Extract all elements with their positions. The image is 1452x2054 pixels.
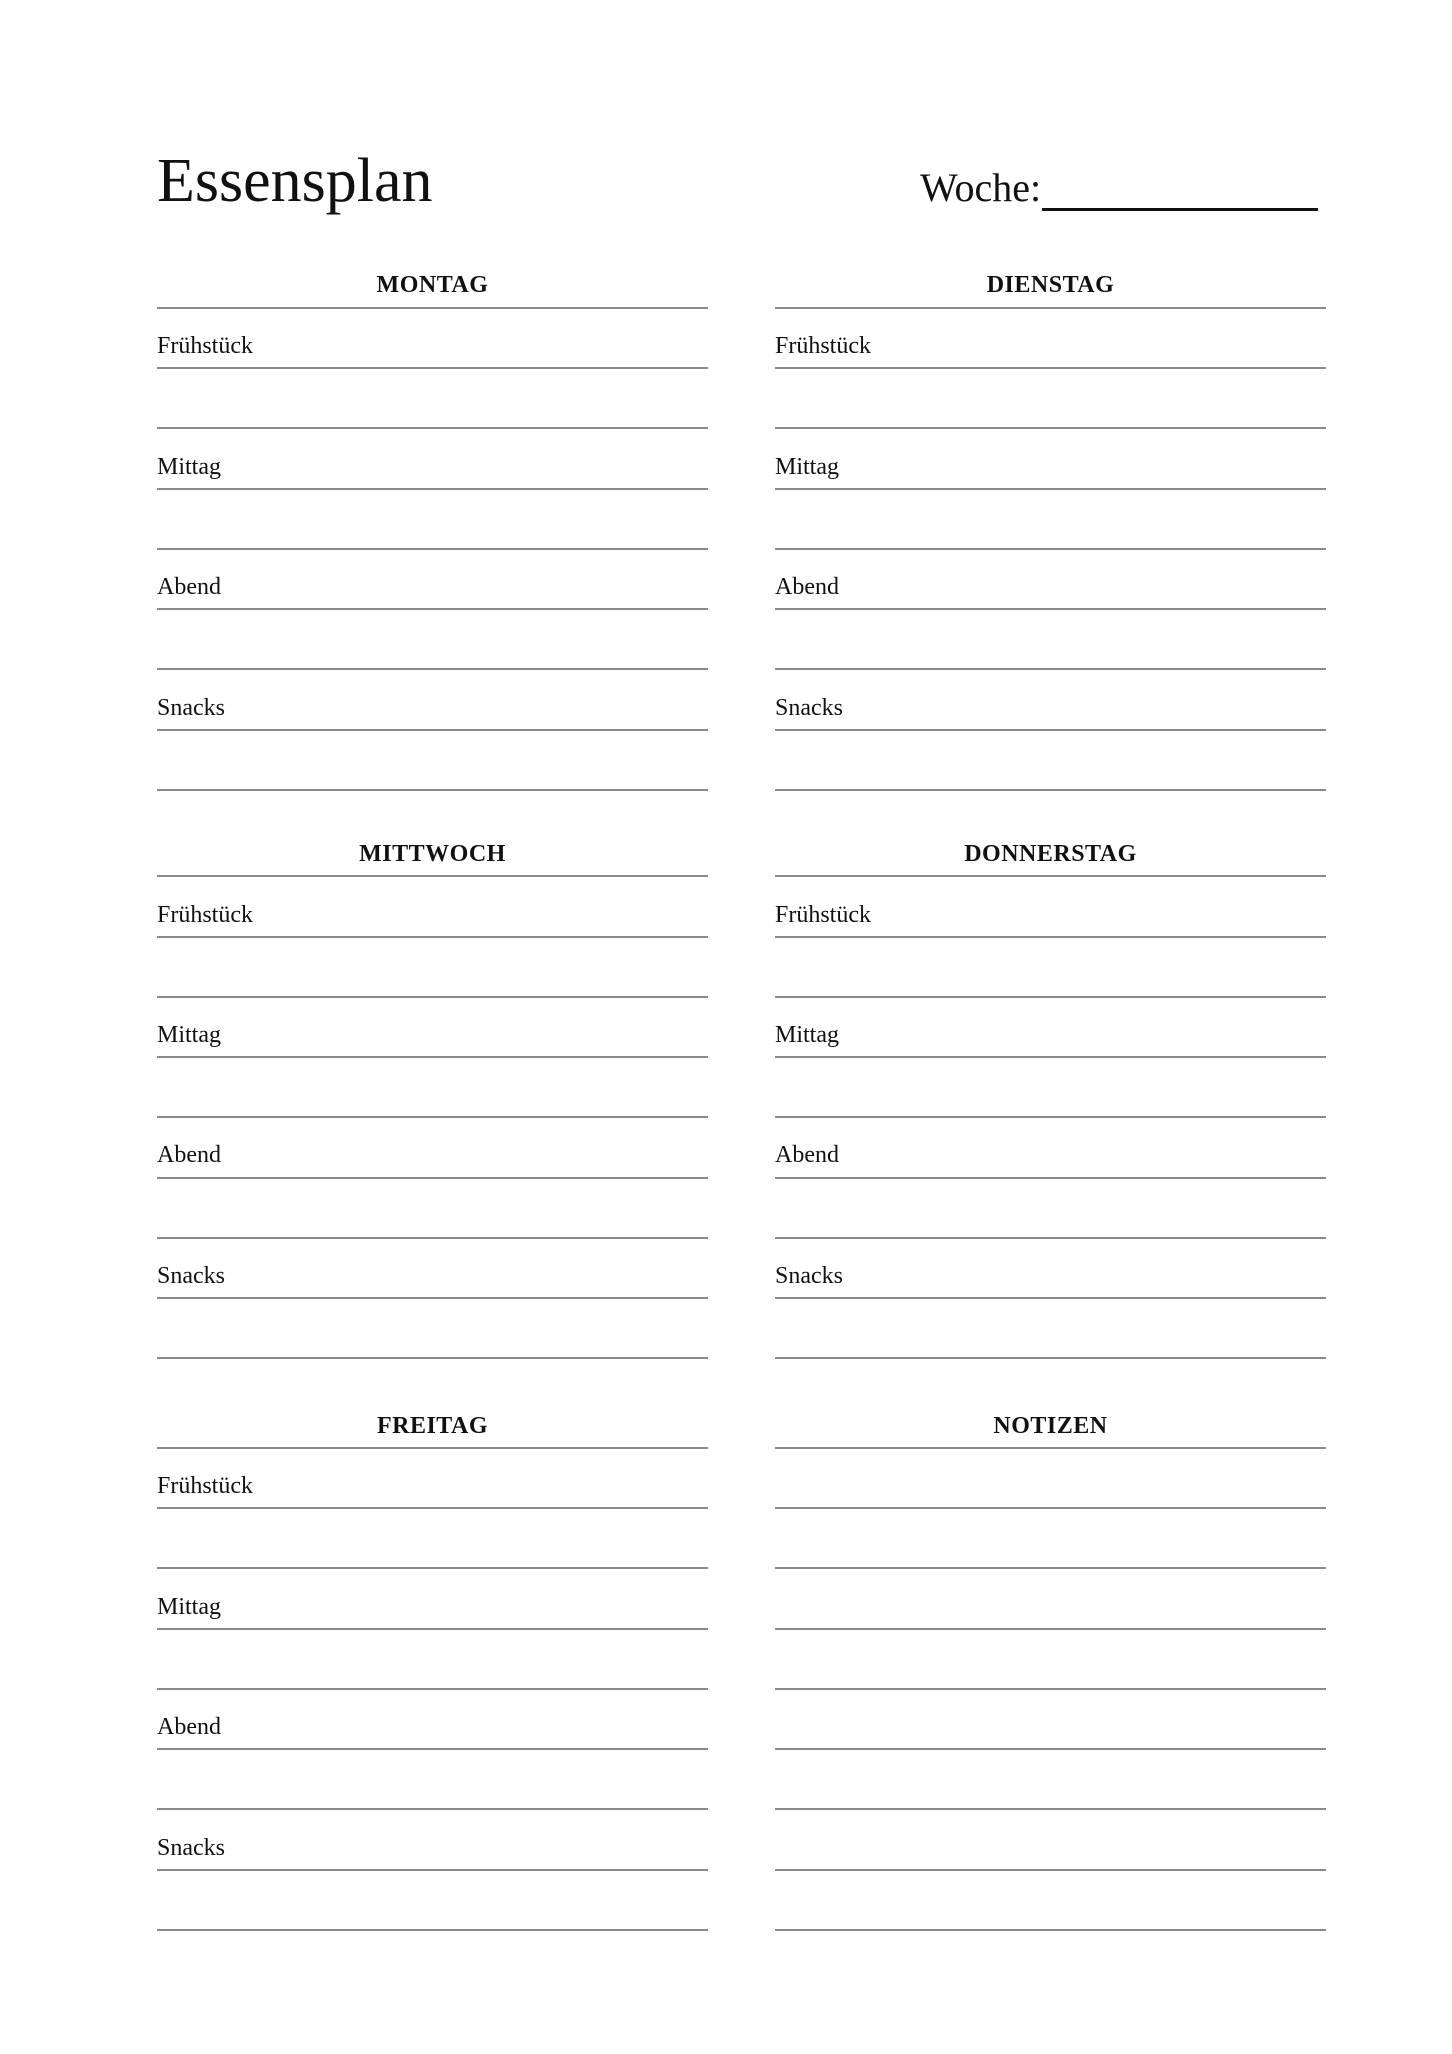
- week-input-line[interactable]: [1042, 208, 1318, 211]
- writing-line[interactable]: [157, 488, 708, 490]
- writing-line[interactable]: [157, 1056, 708, 1058]
- writing-line[interactable]: [157, 996, 708, 998]
- meal-label-snacks: Snacks: [775, 1263, 843, 1289]
- meal-label-abend: Abend: [157, 574, 221, 600]
- writing-line[interactable]: [157, 608, 708, 610]
- writing-line[interactable]: [157, 1567, 708, 1569]
- writing-line[interactable]: [157, 427, 708, 429]
- writing-line[interactable]: [157, 668, 708, 670]
- writing-line[interactable]: [157, 1748, 708, 1750]
- meal-label-abend: Abend: [157, 1714, 221, 1740]
- notes-line[interactable]: [775, 1567, 1326, 1569]
- writing-line[interactable]: [157, 1628, 708, 1630]
- writing-line[interactable]: [157, 1116, 708, 1118]
- writing-line[interactable]: [775, 488, 1326, 490]
- header-rule: [775, 1447, 1326, 1449]
- meal-label-fruehstueck: Frühstück: [157, 902, 253, 928]
- notes-line[interactable]: [775, 1869, 1326, 1871]
- meal-label-fruehstueck: Frühstück: [775, 333, 871, 359]
- writing-line[interactable]: [157, 936, 708, 938]
- header-rule: [775, 307, 1326, 309]
- day-title: MITTWOCH: [359, 841, 506, 867]
- writing-line[interactable]: [157, 1177, 708, 1179]
- page-title: Essensplan: [157, 147, 433, 215]
- week-label: Woche:: [920, 165, 1042, 210]
- writing-line[interactable]: [775, 668, 1326, 670]
- notes-line[interactable]: [775, 1748, 1326, 1750]
- header-rule: [157, 875, 708, 877]
- notes-line[interactable]: [775, 1808, 1326, 1810]
- notes-line[interactable]: [775, 1929, 1326, 1931]
- writing-line[interactable]: [775, 427, 1326, 429]
- writing-line[interactable]: [775, 789, 1326, 791]
- writing-line[interactable]: [157, 1237, 708, 1239]
- meal-label-mittag: Mittag: [157, 454, 221, 480]
- writing-line[interactable]: [157, 1808, 708, 1810]
- meal-label-fruehstueck: Frühstück: [157, 1473, 253, 1499]
- meal-label-snacks: Snacks: [157, 695, 225, 721]
- meal-label-mittag: Mittag: [157, 1594, 221, 1620]
- meal-label-abend: Abend: [775, 574, 839, 600]
- header-rule: [157, 1447, 708, 1449]
- meal-label-fruehstueck: Frühstück: [775, 902, 871, 928]
- header-rule: [157, 307, 708, 309]
- day-title: DONNERSTAG: [964, 841, 1137, 867]
- notes-title: NOTIZEN: [993, 1413, 1108, 1439]
- writing-line[interactable]: [775, 729, 1326, 731]
- meal-label-snacks: Snacks: [775, 695, 843, 721]
- meal-label-mittag: Mittag: [775, 454, 839, 480]
- writing-line[interactable]: [157, 789, 708, 791]
- writing-line[interactable]: [775, 548, 1326, 550]
- meal-label-snacks: Snacks: [157, 1263, 225, 1289]
- writing-line[interactable]: [775, 996, 1326, 998]
- writing-line[interactable]: [775, 1237, 1326, 1239]
- meal-label-fruehstueck: Frühstück: [157, 333, 253, 359]
- day-title: MONTAG: [376, 272, 489, 298]
- writing-line[interactable]: [157, 1929, 708, 1931]
- notes-line[interactable]: [775, 1628, 1326, 1630]
- meal-label-mittag: Mittag: [775, 1022, 839, 1048]
- meal-label-abend: Abend: [775, 1142, 839, 1168]
- writing-line[interactable]: [775, 608, 1326, 610]
- writing-line[interactable]: [157, 1869, 708, 1871]
- writing-line[interactable]: [775, 1357, 1326, 1359]
- meal-label-mittag: Mittag: [157, 1022, 221, 1048]
- writing-line[interactable]: [775, 367, 1326, 369]
- meal-label-snacks: Snacks: [157, 1835, 225, 1861]
- notes-line[interactable]: [775, 1507, 1326, 1509]
- writing-line[interactable]: [157, 367, 708, 369]
- writing-line[interactable]: [775, 1116, 1326, 1118]
- day-title: FREITAG: [376, 1413, 489, 1439]
- writing-line[interactable]: [775, 1297, 1326, 1299]
- day-title: DIENSTAG: [986, 272, 1115, 298]
- writing-line[interactable]: [157, 1507, 708, 1509]
- writing-line[interactable]: [157, 1297, 708, 1299]
- notes-line[interactable]: [775, 1688, 1326, 1690]
- header-rule: [775, 875, 1326, 877]
- writing-line[interactable]: [157, 1688, 708, 1690]
- meal-label-abend: Abend: [157, 1142, 221, 1168]
- writing-line[interactable]: [775, 1056, 1326, 1058]
- writing-line[interactable]: [775, 1177, 1326, 1179]
- writing-line[interactable]: [157, 548, 708, 550]
- writing-line[interactable]: [157, 1357, 708, 1359]
- writing-line[interactable]: [775, 936, 1326, 938]
- writing-line[interactable]: [157, 729, 708, 731]
